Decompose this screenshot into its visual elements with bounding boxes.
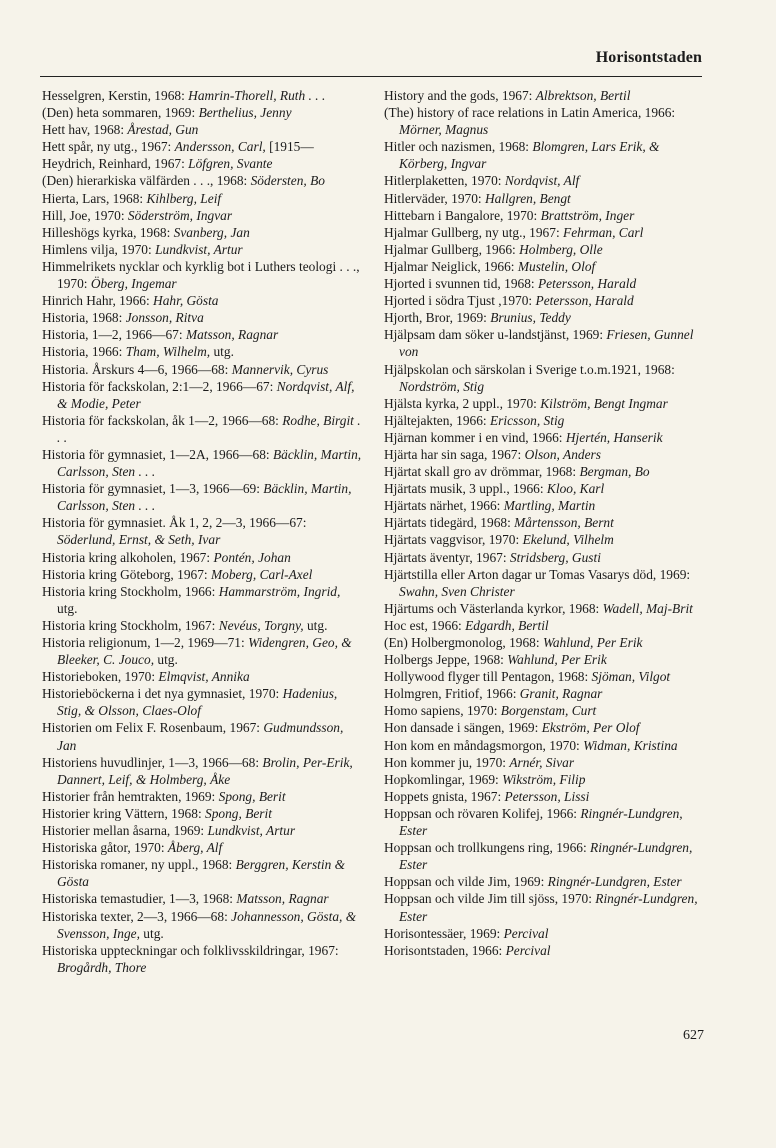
entry-title: Historien om Felix F. Rosenbaum, 1967: <box>42 720 264 736</box>
entry-title: Hoppsan och vilde Jim till sjöss, 1970: <box>384 891 596 907</box>
index-entry <box>384 668 706 685</box>
entry-author: Lundkvist, Artur <box>155 241 243 257</box>
entry-title: Historiska uppteckningar och folklivsskildringar, 1967: <box>42 942 339 958</box>
entry-author: Wadell, Maj-Brit <box>602 600 693 616</box>
entry-title: Hjälpskolan och särskolan i Sverige t.o.m.1921, 1968: <box>384 361 675 377</box>
index-entry <box>42 138 362 155</box>
entry-author: Brattström, Inger <box>540 207 635 223</box>
entry-title: Historia för fackskolan, 2:1—2, 1966—67: <box>42 378 277 394</box>
entry-author: Mårtensson, Bernt <box>514 515 614 531</box>
index-entry <box>384 925 706 942</box>
index-entry <box>42 908 362 942</box>
index-entry <box>42 326 362 343</box>
entry-author: Åberg, Alf <box>167 840 223 856</box>
entry-author: Percival <box>503 925 549 941</box>
entry-title: Hill, Joe, 1970: <box>42 207 128 223</box>
entry-author: Lundkvist, Artur <box>207 823 296 839</box>
entry-suffix: utg. <box>210 344 234 360</box>
index-entry <box>384 685 706 702</box>
entry-title: Historia religionum, 1—2, 1969—71: <box>42 635 249 650</box>
entry-author: Albrektson, Bertil <box>535 88 631 103</box>
entry-title: Hjärtats äventyr, 1967: <box>384 549 510 565</box>
entry-suffix: utg. <box>139 925 164 941</box>
index-entry <box>384 737 706 754</box>
entry-title: Historia för gymnasiet, 1—2A, 1966—68: <box>42 446 273 462</box>
index-entry <box>42 309 362 326</box>
entry-author: Wikström, Filip <box>502 771 586 787</box>
index-entry <box>42 412 362 446</box>
entry-author: Ringnér-Lundgren, Ester <box>399 805 683 839</box>
index-entry <box>384 497 706 514</box>
entry-author: Olson, Anders <box>524 446 601 462</box>
entry-title: Hjalmar Neiglick, 1966: <box>384 258 518 274</box>
index-entry <box>42 190 362 207</box>
entry-author: Hjertén, Hanserik <box>565 429 663 445</box>
entry-title: Horisontessäer, 1969: <box>384 925 504 941</box>
entry-author: Gudmundsson, Jan <box>57 720 344 753</box>
index-entry <box>42 104 362 121</box>
entry-title: Himlens vilja, 1970: <box>42 241 156 257</box>
index-entry <box>42 446 362 480</box>
entry-title: Hjalmar Gullberg, 1966: <box>384 241 520 257</box>
entry-author: Arnér, Sivar <box>509 754 575 770</box>
entry-author: Granit, Ragnar <box>519 686 603 702</box>
entry-title: Hjärtat skall gro av drömmar, 1968: <box>384 464 580 480</box>
entry-author: Ericsson, Stig <box>489 412 565 428</box>
entry-title: Hjärtats närhet, 1966: <box>384 498 504 514</box>
page-number: 627 <box>683 1028 704 1043</box>
entry-title: Hon kom en måndagsmorgon, 1970: <box>384 737 584 753</box>
index-entry <box>384 771 706 788</box>
entry-title: Historieboken, 1970: <box>42 669 159 685</box>
entry-title: Hierta, Lars, 1968: <box>42 190 147 206</box>
entry-author: Svanberg, Jan <box>173 224 250 240</box>
entry-author: Widman, Kristina <box>583 737 678 753</box>
entry-title: Holbergs Jeppe, 1968: <box>384 652 508 668</box>
index-entry <box>42 856 362 890</box>
entry-author: Kihlberg, Leif <box>146 190 222 206</box>
index-entry <box>42 258 362 292</box>
index-entry <box>384 566 706 600</box>
entry-title: Historiska gåtor, 1970: <box>42 840 168 856</box>
index-entry <box>42 361 362 378</box>
entry-suffix: utg. <box>154 652 178 668</box>
index-entry <box>42 942 362 976</box>
entry-title: Hett hav, 1968: <box>42 122 128 138</box>
index-entry <box>384 429 706 446</box>
entry-title: Historia, 1—2, 1966—67: <box>42 327 186 343</box>
index-entry <box>384 172 706 189</box>
entry-suffix: utg. <box>303 617 328 633</box>
entry-author: Rodhe, Birgit . . . <box>57 412 361 445</box>
index-entry <box>42 121 362 138</box>
index-entry <box>42 172 362 189</box>
entry-author: Ekström, Per Olof <box>541 720 640 736</box>
left-column <box>42 87 362 976</box>
index-entry <box>42 514 362 548</box>
index-entry <box>384 480 706 497</box>
entry-author: Söderström, Ingvar <box>127 207 233 223</box>
index-entry <box>42 788 362 805</box>
index-entry <box>42 207 362 224</box>
index-entry <box>42 839 362 856</box>
entry-author: Ringnér-Lundgren, Ester <box>547 874 682 890</box>
index-entry <box>384 617 706 634</box>
entry-author: Hallgren, Bengt <box>484 190 571 206</box>
index-entry <box>384 531 706 548</box>
entry-author: Petersson, Lissi <box>504 788 590 804</box>
entry-author: Nordqvist, Alf <box>504 173 580 189</box>
entry-author: Petersson, Harald <box>537 276 637 292</box>
index-entry <box>42 87 362 104</box>
entry-title: (Den) hierarkiska välfärden . . ., 1968: <box>42 173 251 189</box>
entry-title: History and the gods, 1967: <box>384 88 536 103</box>
entry-title: Hjorted i svunnen tid, 1968: <box>384 276 538 292</box>
entry-author: Stridsberg, Gusti <box>509 549 601 565</box>
entry-author: Kilström, Bengt Ingmar <box>540 395 668 411</box>
index-entry <box>384 326 706 360</box>
entry-author: Brogårdh, Thore <box>57 959 147 975</box>
index-entry <box>384 309 706 326</box>
entry-author: Mannervik, Cyrus <box>231 361 329 377</box>
entry-title: Hoc est, 1966: <box>384 617 466 633</box>
entry-title: (En) Holbergmonolog, 1968: <box>384 635 543 650</box>
entry-author: Fehrman, Carl <box>563 224 644 240</box>
index-entry <box>384 395 706 412</box>
index-entry <box>42 719 362 753</box>
index-entry <box>42 822 362 839</box>
entry-suffix: utg. <box>57 600 78 616</box>
index-entry <box>384 651 706 668</box>
entry-title: Homo sapiens, 1970: <box>384 703 501 719</box>
index-entry <box>42 583 362 617</box>
entry-title: Hjälsta kyrka, 2 uppl., 1970: <box>384 395 541 411</box>
entry-title: Historier mellan åsarna, 1969: <box>42 823 208 839</box>
entry-author: Borgenstam, Curt <box>500 703 597 719</box>
entry-title: Historia kring Göteborg, 1967: <box>42 566 211 582</box>
entry-title: Hjärtats vaggvisor, 1970: <box>384 532 523 548</box>
index-entry <box>384 942 706 959</box>
entry-title: Hilleshögs kyrka, 1968: <box>42 224 174 240</box>
running-header: Horisontstaden <box>595 49 702 66</box>
entry-author: Spong, Berit <box>218 788 286 804</box>
entry-author: Berggren, Kerstin & Gösta <box>57 857 346 890</box>
index-entry <box>42 343 362 360</box>
index-entry <box>384 788 706 805</box>
index-entry <box>384 446 706 463</box>
entry-author: Hamrin-Thorell, Ruth . . . <box>188 88 326 103</box>
entry-title: Hjärtats tidegärd, 1968: <box>384 515 515 531</box>
index-entry <box>42 890 362 907</box>
entry-author: Tham, Wilhelm, <box>125 344 211 360</box>
entry-author: Sjöman, Vilgot <box>591 669 671 685</box>
entry-author: Elmqvist, Annika <box>158 669 250 685</box>
index-entry <box>42 685 362 719</box>
index-entry <box>384 634 706 651</box>
entry-title: Historiens huvudlinjer, 1—3, 1966—68: <box>42 754 263 770</box>
entry-author: Jonsson, Ritva <box>125 310 204 326</box>
index-entry <box>384 104 706 138</box>
index-entry <box>384 839 706 873</box>
entry-author: Kloo, Karl <box>546 481 605 497</box>
entry-author: Hadenius, Stig, & Olsson, Claes-Olof <box>57 686 338 719</box>
entry-title: Holmgren, Fritiof, 1966: <box>384 686 520 702</box>
entry-title: Hjältejakten, 1966: <box>384 412 490 428</box>
index-entry <box>384 275 706 292</box>
entry-author: Moberg, Carl-Axel <box>210 566 313 582</box>
entry-title: Historiska texter, 2—3, 1966—68: <box>42 908 232 924</box>
index-entry <box>42 480 362 514</box>
entry-title: Historia, 1966: <box>42 344 126 360</box>
entry-author: Widengren, Geo, & Bleeker, C. Jouco, <box>57 635 352 668</box>
entry-author: Swahn, Sven Christer <box>399 583 515 599</box>
index-entry <box>384 805 706 839</box>
index-entry <box>42 566 362 583</box>
entry-author: Matsson, Ragnar <box>236 891 329 907</box>
entry-title: Hitlerplaketten, 1970: <box>384 173 505 189</box>
index-entry <box>42 754 362 788</box>
entry-author: Wahlund, Per Erik <box>507 652 607 668</box>
index-entry <box>384 361 706 395</box>
entry-author: Nordström, Stig <box>399 378 485 394</box>
entry-title: Historiska romaner, ny uppl., 1968: <box>42 857 236 873</box>
index-entry <box>42 241 362 258</box>
index-entry <box>42 634 362 668</box>
index-entry <box>384 190 706 207</box>
index-entry <box>384 138 706 172</box>
entry-author: Brunius, Teddy <box>490 310 571 326</box>
entry-author: Mustelin, Olof <box>517 258 596 274</box>
entry-author: Södersten, Bo <box>250 173 325 189</box>
index-entry <box>384 719 706 736</box>
entry-title: Hjorted i södra Tjust ,1970: <box>384 293 536 309</box>
entry-author: Matsson, Ragnar <box>185 327 279 343</box>
index-entry <box>384 600 706 617</box>
entry-title: Hjorth, Bror, 1969: <box>384 310 491 326</box>
entry-title: Historieböckerna i det nya gymnasiet, 1970: <box>42 686 283 702</box>
entry-author: Blomgren, Lars Erik, & Körberg, Ingvar <box>399 139 660 172</box>
entry-author: Bergman, Bo <box>579 464 650 480</box>
entry-author: Berthelius, Jenny <box>198 105 292 121</box>
entry-author: Edgardh, Bertil <box>465 617 549 633</box>
index-entry <box>42 805 362 822</box>
index-entry <box>42 378 362 412</box>
entry-title: Historia för gymnasiet, 1—3, 1966—69: <box>42 481 264 497</box>
entry-author: Söderlund, Ernst, & Seth, Ivar <box>57 532 221 548</box>
entry-title: Hoppsan och trollkungens ring, 1966: <box>384 840 591 856</box>
entry-title: Historia kring Stockholm, 1967: <box>42 617 219 633</box>
index-entry <box>384 412 706 429</box>
entry-title: Hitlerväder, 1970: <box>384 190 485 206</box>
entry-title: Hoppets gnista, 1967: <box>384 788 505 804</box>
header-rule <box>40 76 702 77</box>
entry-title: Hon kommer ju, 1970: <box>384 754 510 770</box>
entry-title: Historia kring Stockholm, 1966: <box>42 583 219 599</box>
entry-title: Hett spår, ny utg., 1967: <box>42 139 175 155</box>
entry-title: Hjärta har sin saga, 1967: <box>384 446 525 462</box>
entry-title: Hjärtums och Västerlanda kyrkor, 1968: <box>384 600 603 616</box>
entry-title: Historier från hemtrakten, 1969: <box>42 788 219 804</box>
entry-author: Hahr, Gösta <box>153 293 219 309</box>
entry-author: Wahlund, Per Erik <box>542 635 643 650</box>
entry-title: Historier kring Vättern, 1968: <box>42 805 206 821</box>
entry-author: Martling, Martin <box>503 498 596 514</box>
entry-title: Hjärtats musik, 3 uppl., 1966: <box>384 481 547 497</box>
index-entry <box>384 549 706 566</box>
entry-author: Nordqvist, Alf, & Modie, Peter <box>57 378 355 411</box>
entry-author: Löfgren, Svante <box>188 156 273 172</box>
index-entry <box>42 224 362 241</box>
entry-title: Historia för gymnasiet. Åk 1, 2, 2—3, 1966—67: <box>42 515 307 531</box>
index-entry <box>384 873 706 890</box>
index-entry <box>42 668 362 685</box>
entry-author: Brolin, Per-Erik, Dannert, Leif, & Holmberg, Åke <box>57 754 353 787</box>
entry-title: Hjärnan kommer i en vind, 1966: <box>384 429 566 445</box>
entry-title: Hjärtstilla eller Arton dagar ur Tomas Vasarys död, 1969: <box>384 566 691 582</box>
entry-title: (The) history of race relations in Latin America, 1966: <box>384 105 676 121</box>
entry-author: Spong, Berit <box>205 805 272 821</box>
entry-author: Mörner, Magnus <box>399 122 489 138</box>
entry-title: Himmelrikets nycklar och kyrklig bot i Luthers teologi . . ., 1970: <box>42 258 360 292</box>
entry-title: Hinrich Hahr, 1966: <box>42 293 154 309</box>
index-entry <box>384 463 706 480</box>
entry-author: Petersson, Harald <box>535 293 634 309</box>
entry-suffix: [1915— <box>265 139 314 155</box>
index-entry <box>42 155 362 172</box>
entry-author: Johannesson, Gösta, & Svensson, Inge, <box>57 908 357 941</box>
index-entry <box>384 514 706 531</box>
index-entry <box>384 207 706 224</box>
entry-title: Hittebarn i Bangalore, 1970: <box>384 207 541 223</box>
index-entry <box>42 549 362 566</box>
entry-author: Andersson, Carl, <box>174 139 266 155</box>
entry-title: Historia. Årskurs 4—6, 1966—68: <box>42 361 232 377</box>
index-entry <box>42 292 362 309</box>
entry-author: Ringnér-Lundgren, Ester <box>399 891 698 924</box>
entry-title: Hoppsan och rövaren Kolifej, 1966: <box>384 805 581 821</box>
entry-author: Öberg, Ingemar <box>90 276 177 292</box>
index-entry <box>42 617 362 634</box>
entry-author: Årestad, Gun <box>127 122 199 138</box>
entry-title: Hjalmar Gullberg, ny utg., 1967: <box>384 224 564 240</box>
entry-title: Hjälpsam dam söker u-landstjänst, 1969: <box>384 327 607 343</box>
entry-title: Hoppsan och vilde Jim, 1969: <box>384 874 548 890</box>
entry-author: Nevéus, Torgny, <box>218 617 304 633</box>
entry-author: Hammarström, Ingrid, <box>218 583 341 599</box>
entry-author: Bäcklin, Martin, Carlsson, Sten . . . <box>57 481 352 514</box>
entry-title: Historia, 1968: <box>42 310 126 326</box>
index-entry <box>384 87 706 104</box>
entry-author: Friesen, Gunnel von <box>399 327 694 360</box>
entry-title: Hesselgren, Kerstin, 1968: <box>42 88 189 103</box>
entry-author: Holmberg, Olle <box>519 241 603 257</box>
entry-title: Hitler och nazismen, 1968: <box>384 139 533 155</box>
entry-title: Hon dansade i sängen, 1969: <box>384 720 542 736</box>
right-column <box>384 87 706 959</box>
entry-title: Historiska temastudier, 1—3, 1968: <box>42 891 237 907</box>
index-entry <box>384 754 706 771</box>
entry-author: Ringnér-Lundgren, Ester <box>399 840 693 873</box>
index-entry <box>384 224 706 241</box>
index-entry <box>384 258 706 275</box>
entry-title: Historia för fackskolan, åk 1—2, 1966—68: <box>42 412 283 428</box>
entry-title: Historia kring alkoholen, 1967: <box>42 549 214 565</box>
index-entry <box>384 890 706 924</box>
index-entry <box>384 241 706 258</box>
entry-author: Percival <box>505 942 551 958</box>
entry-author: Bäcklin, Martin, Carlsson, Sten . . . <box>57 446 362 480</box>
entry-title: Heydrich, Reinhard, 1967: <box>42 156 189 172</box>
entry-author: Ekelund, Vilhelm <box>522 532 614 548</box>
index-entry <box>384 702 706 719</box>
entry-title: Horisontstaden, 1966: <box>384 942 506 958</box>
entry-title: (Den) heta sommaren, 1969: <box>42 105 199 121</box>
entry-author: Pontén, Johan <box>213 549 291 565</box>
entry-title: Hopkomlingar, 1969: <box>384 771 503 787</box>
index-entry <box>384 292 706 309</box>
entry-title: Hollywood flyger till Pentagon, 1968: <box>384 669 592 685</box>
